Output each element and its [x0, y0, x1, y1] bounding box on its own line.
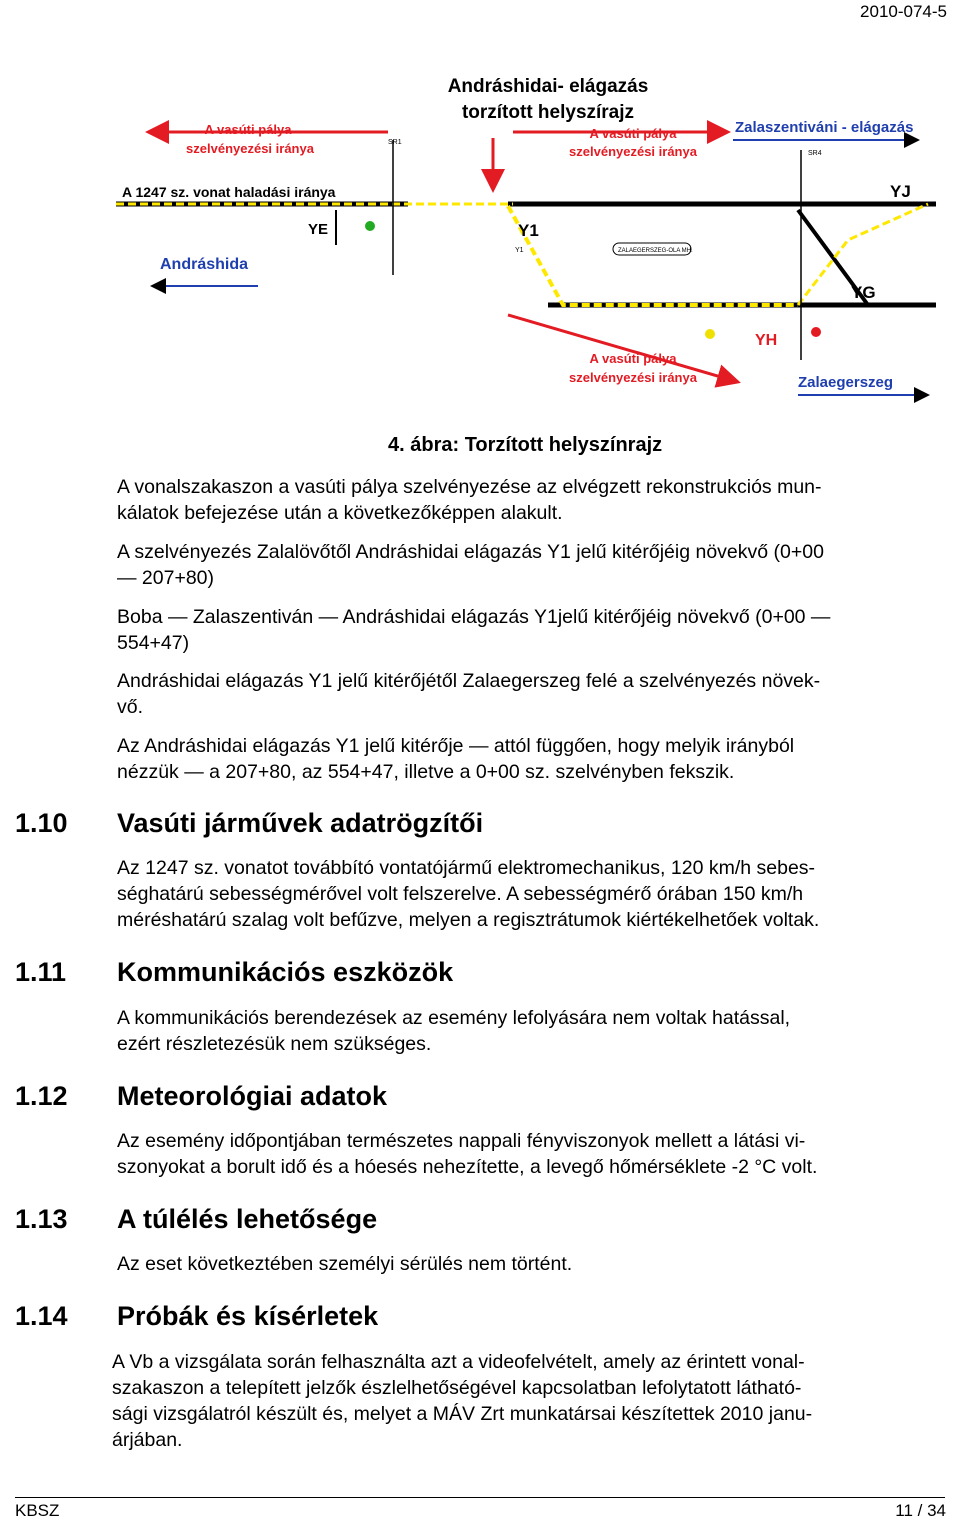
diagram-title-line2: torzított helyszírajz — [461, 102, 635, 123]
section-number: 1.11 — [15, 957, 67, 987]
body-line: Az eset következtében személyi sérülés nem történt. — [117, 1253, 573, 1275]
direction-center-line2: szelvényezési iránya — [569, 144, 697, 159]
body-line: A Vb a vizsgálata során felhasználta azt a videofelvételt, amely az érintett vonal- — [112, 1351, 805, 1373]
dest-zalaegerszeg: Zalaegerszeg — [798, 374, 894, 391]
document-code: 2010-074-5 — [860, 2, 947, 21]
figure-caption: 4. ábra: Torzított helyszínrajz — [388, 434, 663, 456]
paragraph-reconstruction — [117, 474, 949, 526]
section-title: Próbák és kísérletek — [117, 1301, 379, 1331]
signal-ye-label: YE — [308, 221, 329, 238]
p2-line2: — 207+80) — [117, 567, 215, 589]
section-heading-1-11 — [15, 957, 453, 988]
body-line: ezért részletezésük nem szükséges. — [117, 1033, 432, 1055]
paragraph-y1-location — [117, 733, 949, 785]
section-heading-1-10 — [15, 808, 483, 839]
section-title: Meteorológiai adatok — [117, 1081, 388, 1111]
train-direction-label: A 1247 sz. vonat haladási iránya — [122, 184, 336, 200]
direction-bottom-line2: szelvényezési iránya — [569, 370, 697, 385]
section-heading-1-13 — [15, 1204, 377, 1235]
signal-yh-label: YH — [755, 332, 778, 349]
track-layout-diagram — [108, 60, 938, 415]
footer-divider — [15, 1497, 945, 1498]
track-layout-svg — [108, 60, 938, 415]
small-label-sr1: SR1 — [388, 139, 402, 146]
body-line: szonyokat a borult idő és a hóesés nehezítette, a levegő hőmérséklete -2 °C volt. — [117, 1156, 818, 1178]
section-title: Kommunikációs eszközök — [117, 957, 454, 987]
body-line: séghatárú sebességmérővel volt felszerelve. A sebességmérő órában 150 km/h — [117, 883, 804, 905]
body-line: Az esemény időpontjában természetes nappali fényviszonyok mellett a látási vi- — [117, 1130, 806, 1152]
dest-zalaszentivan: Zalaszentiváni - elágazás — [735, 119, 914, 136]
signal-yj-label: YJ — [890, 182, 911, 201]
section-body-1-12 — [117, 1128, 949, 1180]
signal-light-red — [811, 327, 821, 337]
station-oval-label: ZALAEGERSZEG-OLA MH. — [618, 248, 693, 254]
direction-center-line1: A vasúti pálya — [589, 126, 677, 141]
diagram-title-line1: Andráshidai- elágazás — [447, 76, 649, 97]
section-number: 1.12 — [15, 1081, 68, 1111]
body-line: Az 1247 sz. vonatot továbbító vontatójármű elektromechanikus, 120 km/h sebes- — [117, 857, 816, 879]
section-heading-1-12 — [15, 1081, 387, 1112]
body-line: sági vizsgálatról készült és, melyet a MÁV Zrt munkatársai készítettek 2010 janu- — [112, 1403, 813, 1425]
paragraph-zalalovo — [117, 539, 949, 591]
section-number: 1.14 — [15, 1301, 68, 1331]
dest-andrashida: Andráshida — [160, 256, 249, 273]
small-label-y1: Y1 — [515, 247, 524, 254]
direction-bottom-line1: A vasúti pálya — [589, 351, 677, 366]
section-title: A túlélés lehetősége — [117, 1204, 378, 1234]
paragraph-boba — [117, 604, 949, 656]
small-label-sr4: SR4 — [808, 150, 822, 157]
p2-line1: A szelvényezés Zalalövőtől Andráshidai elágazás Y1 jelű kitérőjéig növekvő (0+00 — [117, 541, 824, 563]
section-body-1-11 — [117, 1005, 949, 1057]
p1-line2: kálatok befejezése után a következőképpen alakult. — [117, 502, 563, 524]
direction-left-line1: A vasúti pálya — [204, 122, 292, 137]
section-body-1-13 — [117, 1251, 949, 1277]
section-body-1-10 — [117, 855, 949, 933]
section-body-1-14 — [112, 1349, 948, 1453]
p4-line1: Andráshidai elágazás Y1 jelű kitérőjétől Zalaegerszeg felé a szelvényezés növek- — [117, 670, 821, 692]
body-line: A kommunikációs berendezések az esemény lefolyására nem voltak hatással, — [117, 1007, 791, 1029]
direction-left-line2: szelvényezési iránya — [186, 141, 314, 156]
p3-line1: Boba — Zalaszentiván — Andráshidai elágazás Y1jelű kitérőjéig növekvő (0+00 — — [117, 606, 831, 628]
section-heading-1-14 — [15, 1301, 378, 1332]
page-number: 11 / 34 — [895, 1501, 946, 1520]
p5-line1: Az Andráshidai elágazás Y1 jelű kitérője — attól függően, hogy melyik irányból — [117, 735, 795, 757]
body-line: árjában. — [112, 1429, 183, 1451]
section-number: 1.10 — [15, 808, 68, 838]
signal-y1-label: Y1 — [518, 221, 539, 240]
signal-yg-label: YG — [851, 283, 876, 302]
p4-line2: vő. — [117, 696, 144, 718]
p1-line1: A vonalszakaszon a vasúti pálya szelvényezése az elvégzett rekonstrukciós mun- — [117, 476, 822, 498]
section-title: Vasúti járművek adatrögzítői — [117, 808, 484, 838]
body-line: szakaszon a telepített jelzők észlelhetőségével kapcsolatban lefolytatott látható- — [112, 1377, 802, 1399]
section-number: 1.13 — [15, 1204, 68, 1234]
signal-light-green — [365, 221, 375, 231]
body-line: méréshatárú szalag volt befűzve, melyen a regisztrátumok kiértékelhetőek voltak. — [117, 909, 820, 931]
footer-org: KBSZ — [15, 1501, 60, 1520]
paragraph-zalaegerszeg — [117, 668, 949, 720]
p5-line2: nézzük — a 207+80, az 554+47, illetve a 0+00 sz. szelvényben fekszik. — [117, 761, 735, 783]
signal-light-yellow — [705, 329, 715, 339]
p3-line2: 554+47) — [117, 632, 190, 654]
